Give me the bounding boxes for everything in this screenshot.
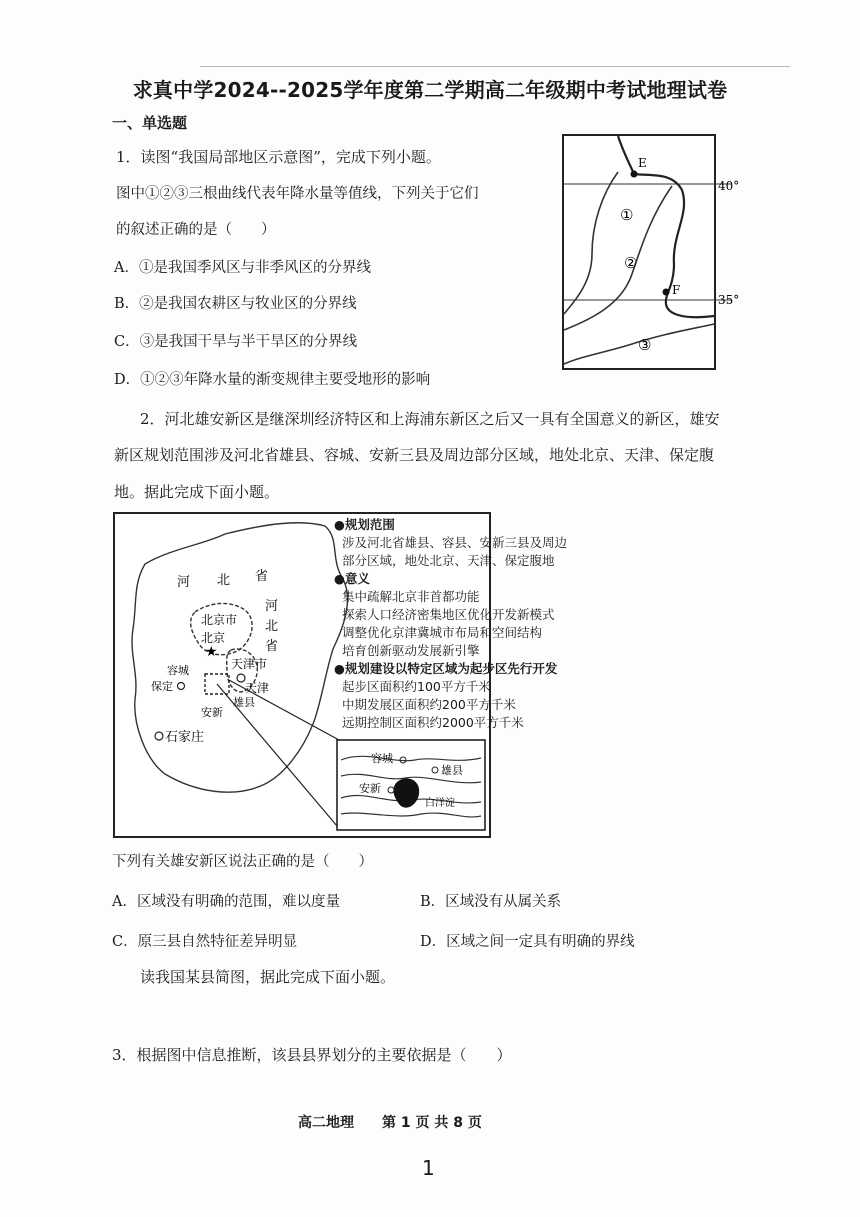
hebei-label-r1: 河	[265, 599, 279, 614]
q1-option-c: C．③是我国干旱与半干旱区的分界线	[114, 334, 358, 350]
q1-stem-line1: 1．读图“我国局部地区示意图”，完成下列小题。	[116, 148, 441, 166]
point-f-label: F	[672, 283, 681, 297]
beijing-city-label: 北京市	[201, 613, 238, 627]
q1-option-a: A．①是我国季风区与非季风区的分界线	[114, 260, 371, 276]
legend-heading-construction: ●规划建设以特定区域为起步区先行开发	[334, 661, 558, 676]
q2-stem-line2: 新区规划范围涉及河北省雄县、容城、安新三县及周边部分区域，地处北京、天津、保定腹	[114, 446, 715, 464]
beijing-star-icon: ★	[205, 644, 218, 660]
q2-stem-line3: 地。据此完成下面小题。	[114, 483, 280, 501]
hebei-label-2: 北	[217, 573, 231, 588]
beijing-outline	[191, 603, 252, 654]
inset-xiongxian-label: 雄县	[441, 764, 463, 777]
q2-option-a: A．区域没有明确的范围，难以度量	[112, 894, 340, 910]
inset-baiyangdian-label: 白洋淀	[425, 798, 455, 809]
lat-40-label: 40°	[718, 179, 740, 193]
legend-line: 调整优化京津冀城市布局和空间结构	[342, 625, 543, 640]
title-underline	[200, 66, 790, 67]
legend-line: 中期发展区面积约200平方千米	[342, 697, 516, 712]
legend-heading-significance: ●意义	[334, 571, 370, 586]
q2-option-c: C．原三县自然特征差异明显	[112, 934, 298, 950]
xiongxian-label: 雄县	[233, 696, 255, 709]
q1-stem-line2: 图中①②③三根曲线代表年降水量等值线，下列关于它们	[116, 186, 479, 202]
q3-question: 3．根据图中信息推断，该县县界划分的主要依据是（ ）	[112, 1046, 512, 1064]
legend-heading-scope: ●规划范围	[334, 517, 395, 532]
legend-line: 培育创新驱动发展新引擎	[342, 643, 480, 658]
q2-option-d: D．区域之间一定具有明确的界线	[420, 934, 635, 950]
point-f-marker	[663, 289, 670, 296]
anxin-label: 安新	[201, 706, 223, 719]
q2-question: 下列有关雄安新区说法正确的是（ ）	[112, 854, 373, 870]
hebei-label-3: 省	[255, 569, 269, 584]
legend-line: 部分区域，地处北京、天津、保定腹地	[342, 553, 555, 568]
point-e-marker	[631, 171, 638, 178]
legend-line: 远期控制区面积约2000平方千米	[342, 715, 524, 730]
page-number: 1	[422, 1156, 435, 1180]
lat-35-label: 35°	[718, 293, 740, 307]
shijiazhuang-label: 石家庄	[165, 730, 205, 745]
beijing-label: 北京	[201, 631, 226, 645]
q2-stem-line1: 2．河北雄安新区是继深圳经济特区和上海浦东新区之后又一具有全国意义的新区，雄安	[140, 410, 720, 428]
isoline-3-label: ③	[638, 336, 652, 354]
q1-regional-map	[562, 134, 762, 370]
legend-line: 起步区面积约100平方千米	[342, 679, 491, 694]
legend-line: 集中疏解北京非首都功能	[342, 589, 480, 604]
isoline-1-label: ①	[620, 206, 634, 224]
tianjin-label: 天津	[245, 681, 270, 695]
page-footer: 高二地理 第 1 页 共 8 页	[298, 1115, 482, 1131]
q1-option-b: B．②是我国农耕区与牧业区的分界线	[114, 296, 357, 312]
isoline-2-label: ②	[624, 254, 638, 272]
hebei-label-r3: 省	[265, 639, 279, 654]
baoding-label: 保定	[151, 680, 173, 693]
q1-option-d: D．①②③年降水量的渐变规律主要受地形的影响	[114, 372, 431, 388]
hebei-label-1: 河	[177, 575, 191, 590]
inset-anxin-label: 安新	[359, 782, 381, 795]
xiongan-legend	[334, 516, 567, 732]
baoding-city-icon	[178, 683, 185, 690]
tianjin-city-icon	[237, 674, 245, 682]
legend-line: 涉及河北省雄县、容县、安新三县及周边	[342, 535, 568, 550]
tianjin-city-label: 天津市	[231, 657, 268, 671]
q3-intro: 读我国某县简图，据此完成下面小题。	[140, 968, 396, 986]
point-e-label: E	[638, 156, 647, 170]
hebei-label-r2: 北	[265, 619, 279, 634]
q1-stem-line3: 的叙述正确的是（ ）	[116, 222, 276, 238]
exam-title: 求真中学2024--2025学年度第二学期高二年级期中考试地理试卷	[132, 78, 728, 102]
inset-rongcheng-label: 容城	[371, 752, 393, 765]
legend-line: 探索人口经济密集地区优化开发新模式	[342, 607, 555, 622]
section-heading: 一、单选题	[112, 114, 188, 132]
q2-option-b: B．区域没有从属关系	[420, 894, 562, 910]
shijiazhuang-city-icon	[155, 732, 163, 740]
rongcheng-label: 容城	[167, 664, 189, 677]
